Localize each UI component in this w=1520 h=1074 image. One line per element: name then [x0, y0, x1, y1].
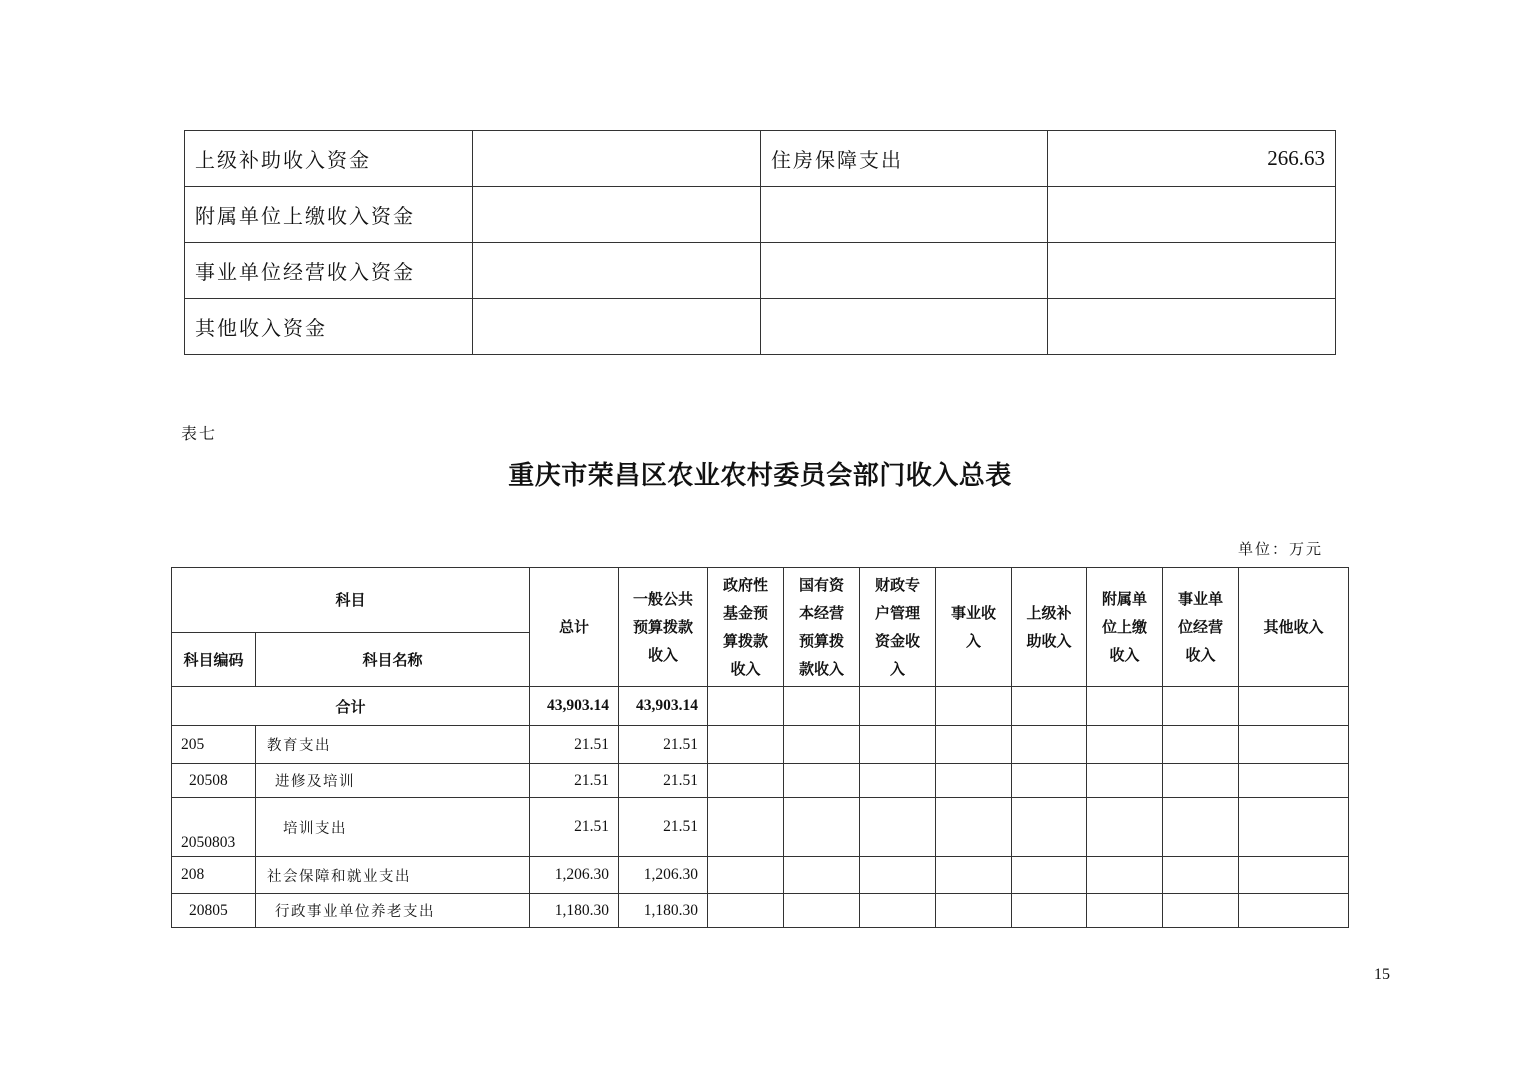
expense-item: 住房保障支出: [761, 131, 1048, 187]
total-value: 1,206.30: [530, 857, 619, 894]
expense-amount: 266.63: [1048, 131, 1336, 187]
summary-table-continuation: [184, 130, 1336, 355]
expense-item: [761, 187, 1048, 243]
header-business-operation: 事业单 位经营 收入: [1163, 568, 1239, 687]
income-amount: [473, 243, 761, 299]
header-subject: 科目: [172, 568, 530, 633]
expense-item: [761, 243, 1048, 299]
table-row: [172, 798, 1349, 857]
subject-name: 社会保障和就业支出: [256, 857, 530, 894]
header-affiliated-units: 附属单 位上缴 收入: [1087, 568, 1163, 687]
table-row: [172, 764, 1349, 798]
income-amount: [473, 131, 761, 187]
general-budget-value: 43,903.14: [619, 687, 708, 726]
page-title: 重庆市荣昌区农业农村委员会部门收入总表: [508, 461, 1012, 491]
table-row: [172, 726, 1349, 764]
header-state-capital: 国有资 本经营 预算拨 款收入: [784, 568, 860, 687]
table-row: [172, 857, 1349, 894]
subject-name: 进修及培训: [256, 764, 530, 798]
header-other-income: 其他收入: [1239, 568, 1349, 687]
header-row: [172, 568, 1349, 633]
header-fiscal-account: 财政专 户管理 资金收 入: [860, 568, 936, 687]
page-number: 15: [1374, 966, 1390, 983]
total-value: 21.51: [530, 798, 619, 857]
header-general-budget: 一般公共 预算拨款 收入: [619, 568, 708, 687]
general-budget-value: 1,206.30: [619, 857, 708, 894]
general-budget-value: 1,180.30: [619, 894, 708, 928]
subject-code: 205: [172, 726, 256, 764]
expense-amount: [1048, 243, 1336, 299]
header-total: 总计: [530, 568, 619, 687]
subject-code: 20805: [172, 894, 256, 928]
expense-amount: [1048, 187, 1336, 243]
income-item: 附属单位上缴收入资金: [185, 187, 473, 243]
subject-code: 2050803: [172, 798, 256, 857]
income-amount: [473, 187, 761, 243]
unit-label: 单位：万元: [1238, 540, 1324, 558]
expense-amount: [1048, 299, 1336, 355]
total-value: 43,903.14: [530, 687, 619, 726]
subject-code: 20508: [172, 764, 256, 798]
income-amount: [473, 299, 761, 355]
subject-name: 教育支出: [256, 726, 530, 764]
total-value: 21.51: [530, 764, 619, 798]
table-row: [185, 131, 1336, 187]
subject-name: 培训支出: [256, 798, 530, 857]
header-superior-subsidy: 上级补 助收入: [1012, 568, 1087, 687]
total-row: [172, 687, 1349, 726]
table-number-label: 表七: [181, 424, 218, 443]
general-budget-value: 21.51: [619, 798, 708, 857]
table-row: [185, 299, 1336, 355]
income-item: 上级补助收入资金: [185, 131, 473, 187]
income-item: 其他收入资金: [185, 299, 473, 355]
table-row: [172, 894, 1349, 928]
header-subject-code: 科目编码: [172, 633, 256, 687]
income-item: 事业单位经营收入资金: [185, 243, 473, 299]
total-value: 1,180.30: [530, 894, 619, 928]
header-gov-fund: 政府性 基金预 算拨款 收入: [708, 568, 784, 687]
income-summary-table: [171, 567, 1349, 928]
subject-code: 208: [172, 857, 256, 894]
general-budget-value: 21.51: [619, 764, 708, 798]
header-business-income: 事业收 入: [936, 568, 1012, 687]
subject-name: 行政事业单位养老支出: [256, 894, 530, 928]
header-subject-name: 科目名称: [256, 633, 530, 687]
table-row: [185, 187, 1336, 243]
total-label: 合计: [172, 687, 530, 726]
general-budget-value: 21.51: [619, 726, 708, 764]
expense-item: [761, 299, 1048, 355]
total-value: 21.51: [530, 726, 619, 764]
table-row: [185, 243, 1336, 299]
